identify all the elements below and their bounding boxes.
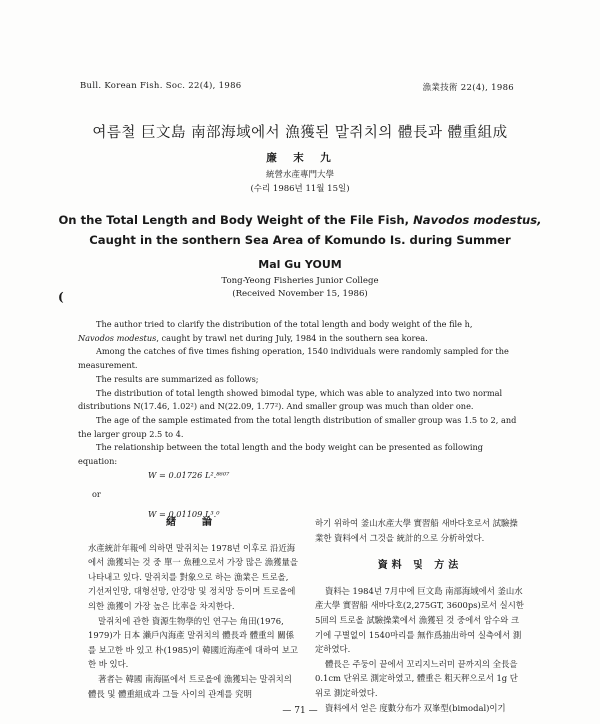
abstract-paragraph-1a: The author tried to clarify the distribution of the total length and body weight of the file h, <box>96 319 473 329</box>
abstract-paragraph-5: The age of the sample estimated from the total length distribution of smaller group was 1.5 to 2, and the larger group 2.5 to 4. <box>78 414 517 439</box>
abstract-paragraph-3: The results are summarized as follows; <box>96 373 259 384</box>
received-date-english: (Received November 15, 1986) <box>232 289 368 299</box>
margin-mark: ( <box>58 290 64 304</box>
title-english <box>0 210 600 250</box>
methods-heading: 資料 및 方法 <box>377 560 463 572</box>
methods-carry-over: 하기 위하여 釜山水產大學 實習船 새바다호로서 試驗操業한 資料에서 그것을 統計的으로 分析하였다. <box>315 518 518 543</box>
intro-paragraph-2: 말쥐치에 관한 資源生物學的인 연구는 角田(1976, 1979)가 日本 瀨戶內海產 말쥐치의 體長과 體重의 關係를 보고한 바 있고 朴(1985)이 韓國近海產에 대하여 보고한 바 있다. <box>88 615 298 670</box>
author-english: Mal Gu YOUM <box>258 258 342 271</box>
abstract-paragraph-1b <box>78 332 524 346</box>
title-english-line1 <box>0 210 600 230</box>
title-english-line1-prefix: On the Total Length and Body Weight of the File Fish, <box>58 213 410 227</box>
intro-paragraph-1: 水產統計年報에 의하면 말쥐치는 1978년 이후로 沿近海에서 漁獲되는 것 중 單一 魚種으로서 가장 많은 漁獲量을 나타내고 있다. 말쥐치를 對象으로 하는 漁業은 트로올, 기선저인망, 대형선망, 안강망 및 정치망 등이며 트로올에 의한 漁獲이 가장 높은 比率을 차지한다. <box>88 542 298 611</box>
abstract-paragraph-6: The relationship between the total length and the body weight can be presented as following equation: <box>78 442 484 467</box>
affiliation-english: Tong-Yeong Fisheries Junior College <box>221 276 379 286</box>
title-korean: 여름철 巨文島 南部海域에서 漁獲된 말쥐치의 體長과 體重組成 <box>92 125 508 141</box>
methods-column <box>315 516 525 715</box>
author-korean: 廉 末 九 <box>266 152 334 164</box>
abstract-species: Navodos modestus <box>78 332 157 343</box>
abstract <box>78 318 524 522</box>
methods-paragraph-3: 資料에서 얻은 度數分布가 双峯型(bimodal)이기 <box>325 702 506 713</box>
title-english-line2: Caught in the sonthern Sea Area of Komundo Is. during Summer <box>89 233 511 247</box>
affiliation-korean: 統營水產專門大學 <box>265 170 334 180</box>
methods-paragraph-2: 體長은 주둥이 끝에서 꼬리지느러미 끝까지의 全長을 0.1cm 단위로 測定하였고, 體重은 粗天秤으로서 1g 단위로 測定하였다. <box>315 658 518 698</box>
running-head-left: Bull. Korean Fish. Soc. 22(4), 1986 <box>80 81 242 91</box>
methods-paragraph-1: 資料는 1984년 7月中에 巨文島 南部海域에서 釜山水產大學 實習船 새바다호(2,275GT, 3600ps)로서 실시한 5回의 트로올 試驗操業에서 漁獲된 것 중에서 암수와 크기에 구별없이 1540마리를 無作爲抽出하여 실측에서 測定하였다. <box>315 585 524 655</box>
abstract-paragraph-2: Among the catches of five times fishing operation, 1540 individuals were randomly sampled for the measurement. <box>78 346 509 371</box>
title-english-species: Navodos modestus, <box>413 213 542 227</box>
equation-2: W = 0.01109 L³.⁰ <box>148 509 220 520</box>
received-date-korean: (수리 1986년 11월 15일) <box>250 184 350 194</box>
abstract-paragraph-4: The distribution of total length showed bimodal type, which was able to analyzed into two normal distributions N(17.46, 1.02²) and N(22.09, 1.77²). And smaller group was much than older one. <box>78 387 503 412</box>
running-head-right: 漁業技術 22(4), 1986 <box>422 83 514 93</box>
page-number: — 71 — <box>282 706 318 716</box>
intro-heading: 緖 論 <box>166 517 220 528</box>
equation-1: W = 0.01726 L².⁸⁶⁰⁷ <box>148 469 230 480</box>
equation-or: or <box>92 489 101 500</box>
abstract-paragraph-1b-rest: , caught by trawl net during July, 1984 in the southern sea korea. <box>156 332 428 343</box>
intro-paragraph-3: 著者는 韓國 南海區에서 트로올에 漁獲되는 말쥐치의 體長 및 體重組成과 그들 사이의 관계를 究明 <box>88 673 292 699</box>
intro-column <box>88 510 298 701</box>
